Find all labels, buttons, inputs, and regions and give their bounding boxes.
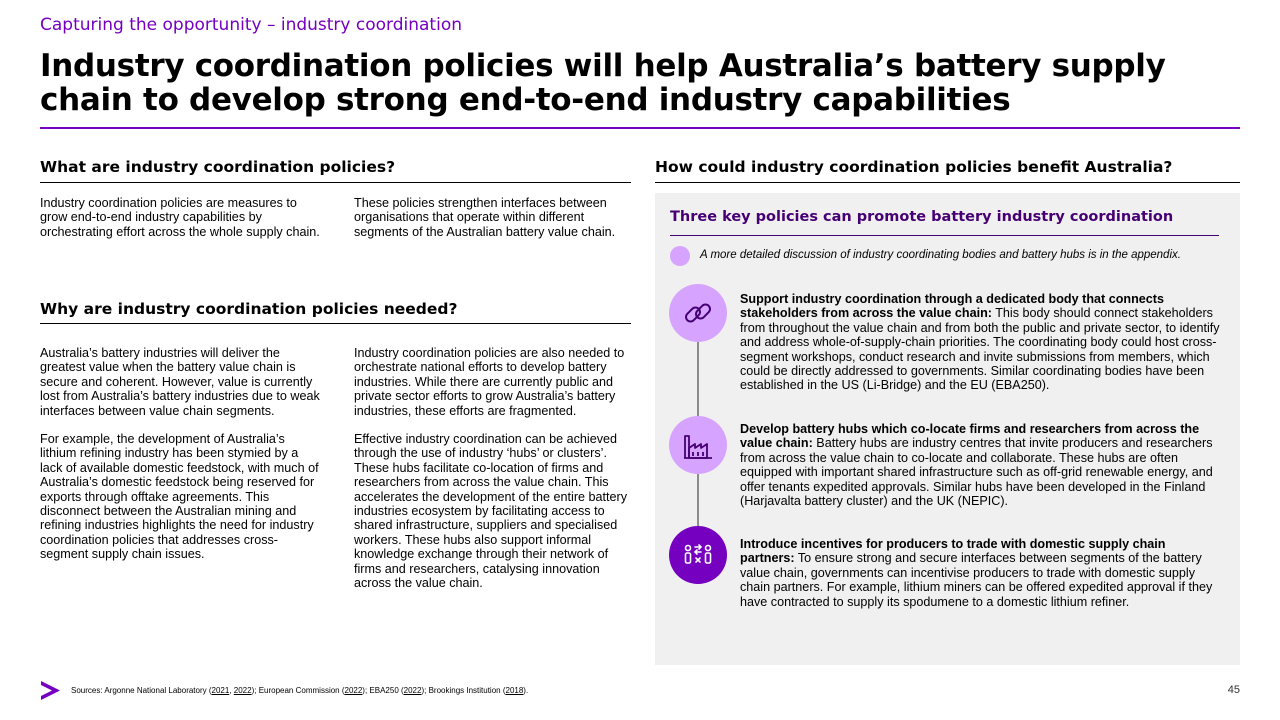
link-icon (669, 284, 727, 342)
what-divider (40, 182, 631, 183)
what-heading: What are industry coordination policies? (40, 158, 396, 176)
why-paragraph-4: Effective industry coordination can be achieved through the use of industry ‘hubs’ or clusters’. These hubs facilitate co-location of firms and researchers from across the value chain. This accelerates the development of the entire battery industries ecosystem by facilitating access to shared infrastructure, suppliers and specialised workers. These hubs also support informal knowledge exchange through their network of firms and researchers, catalysing innovation across the value chain. (354, 432, 628, 591)
policy-coordinating-body (740, 292, 1222, 393)
source-link[interactable]: 2022 (344, 686, 363, 695)
benefit-heading: How could industry coordination policies benefit Australia? (655, 158, 1173, 176)
what-text-left: Industry coordination policies are measures to grow end-to-end industry capabilities by orchestrating effort across the whole supply chain. (40, 196, 320, 239)
sources-text: ); European Commission ( (251, 686, 345, 695)
sources-footnote (71, 686, 528, 695)
appendix-note: A more detailed discussion of industry coordinating bodies and battery hubs is in the appendix. (700, 249, 1181, 261)
policy-3-text: To ensure strong and secure interfaces between segments of the battery value chain, governments can incentivise producers to trade with domestic supply chain partners. For example, lithium miners can be offered expedited approval if they have contracted to supply its spodumene to a domestic lithium refiner. (740, 551, 1213, 609)
source-link[interactable]: 2022 (403, 686, 422, 695)
source-link[interactable]: 2022 (233, 686, 252, 695)
policy-2-lead: Develop battery hubs which co-locate firms and researchers from across the value chain: (740, 422, 1200, 451)
policy-3-lead: Introduce incentives for producers to trade with domestic supply chain partners: (740, 537, 1166, 566)
policy-1-lead: Support industry coordination through a dedicated body that connects stakeholders from across the value chain: (740, 292, 1164, 321)
sources-text: , (229, 686, 234, 695)
panel-divider (670, 235, 1219, 236)
why-paragraph-1: Australia’s battery industries will deliver the greatest value when the battery value chain is secure and coherent. However, value is currently lost from Australia’s battery industries due to weak interfaces between value chain segments. (40, 346, 320, 418)
policy-1-text: This body should connect stakeholders from throughout the value chain and from both the public and private sector, to identify and address whole-of-supply-chain priorities. The coordinating body could host cross-segment workshops, conduct research and invite submissions from members, which could be directly addressed to governments. Similar coordinating bodies have been established in the US (Li-Bridge) and the EU (EBA250). (740, 306, 1220, 393)
why-text-right (354, 346, 632, 605)
factory-icon (669, 416, 727, 474)
page-number: 45 (1227, 684, 1240, 696)
why-divider (40, 323, 631, 324)
what-text-right: These policies strengthen interfaces between organisations that operate within different segments of the Australian battery value chain. (354, 196, 616, 239)
panel-title: Three key policies can promote battery industry coordination (670, 209, 1174, 225)
benefit-divider (655, 182, 1240, 183)
why-paragraph-2: For example, the development of Australia’s lithium refining industry has been stymied by a lack of available domestic feedstock, with much of Australia’s domestic feedstock being reserved for exports through offtake agreements. This disconnect between the Australian mining and refining industries highlights the need for industry coordination policies that addresses cross-segment supply chain issues. (40, 432, 319, 562)
source-link[interactable]: 2021 (211, 686, 230, 695)
sources-text: Sources: Argonne National Laboratory ( (71, 686, 212, 695)
policy-battery-hubs (740, 422, 1222, 508)
trade-exchange-icon (669, 526, 727, 584)
page-title: Industry coordination policies will help Australia’s battery supply chain to develop strong end-to-end industry capabilities (40, 48, 1166, 118)
section-kicker: Capturing the opportunity – industry coordination (40, 15, 462, 35)
policy-2-text: Battery hubs are industry centres that invite producers and researchers from across the value chain to co-locate and collaborate. These hubs are often equipped with important shared infrastructure such as off-grid renewable energy, and offer tenants expedited approvals. Similar hubs have been developed in the Finland (Harjavalta battery cluster) and the UK (NEPIC). (740, 436, 1213, 509)
why-text-left (40, 346, 320, 576)
sources-text: ); EBA250 ( (362, 686, 404, 695)
brand-chevron-icon (40, 680, 61, 706)
sources-text: ). (523, 686, 529, 695)
note-dot-icon (670, 246, 690, 266)
policy-trade-incentives (740, 537, 1222, 609)
source-link[interactable]: 2018 (505, 686, 524, 695)
why-heading: Why are industry coordination policies needed? (40, 300, 458, 318)
title-divider (40, 127, 1240, 129)
why-paragraph-3: Industry coordination policies are also needed to orchestrate national efforts to develop battery industries. While there are currently public and private sector efforts to grow Australia’s battery industries, these efforts are fragmented. (354, 346, 625, 418)
sources-text: ); Brookings Institution ( (421, 686, 506, 695)
